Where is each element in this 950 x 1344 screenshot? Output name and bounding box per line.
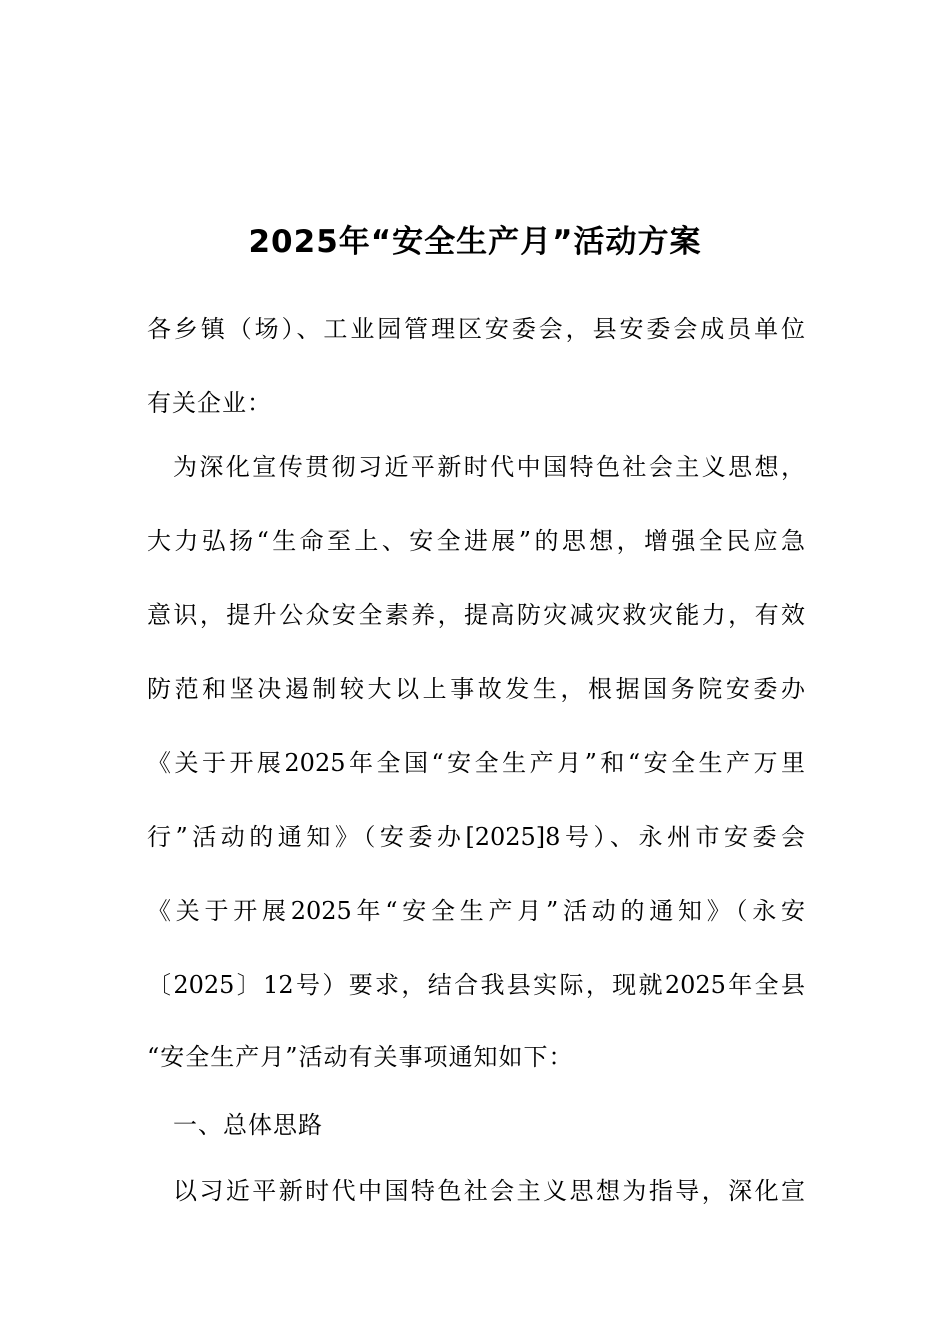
section-heading: 一、总体思路 [173, 1111, 323, 1139]
paragraph-line: 〔2025〕12号）要求，结合我县实际，现就2025年全县 [147, 971, 805, 999]
paragraph-line: 大力弘扬“生命至上、安全进展”的思想，增强全民应急 [147, 527, 805, 555]
paragraph-line: 意识，提升公众安全素养，提高防灾减灾救灾能力，有效 [147, 601, 805, 629]
paragraph-line: 防范和坚决遏制较大以上事故发生，根据国务院安委办 [147, 675, 805, 703]
paragraph-line: 行”活动的通知》（安委办[2025]8号）、永州市安委会 [147, 823, 805, 851]
paragraph-line: “安全生产月”活动有关事项通知如下： [147, 1043, 574, 1071]
paragraph-line: 《关于开展2025年全国“安全生产月”和“安全生产万里 [147, 749, 805, 777]
paragraph-line: 《关于开展2025年“安全生产月”活动的通知》（永安 [147, 897, 805, 925]
addressee-line-2: 有关企业： [147, 389, 272, 417]
document-title: 2025年“安全生产月”活动方案 [248, 224, 702, 260]
paragraph-line: 为深化宣传贯彻习近平新时代中国特色社会主义思想， [173, 453, 805, 481]
paragraph-line: 以习近平新时代中国特色社会主义思想为指导，深化宣 [173, 1177, 805, 1205]
addressee-line-1: 各乡镇（场）、工业园管理区安委会，县安委会成员单位 [147, 315, 805, 343]
